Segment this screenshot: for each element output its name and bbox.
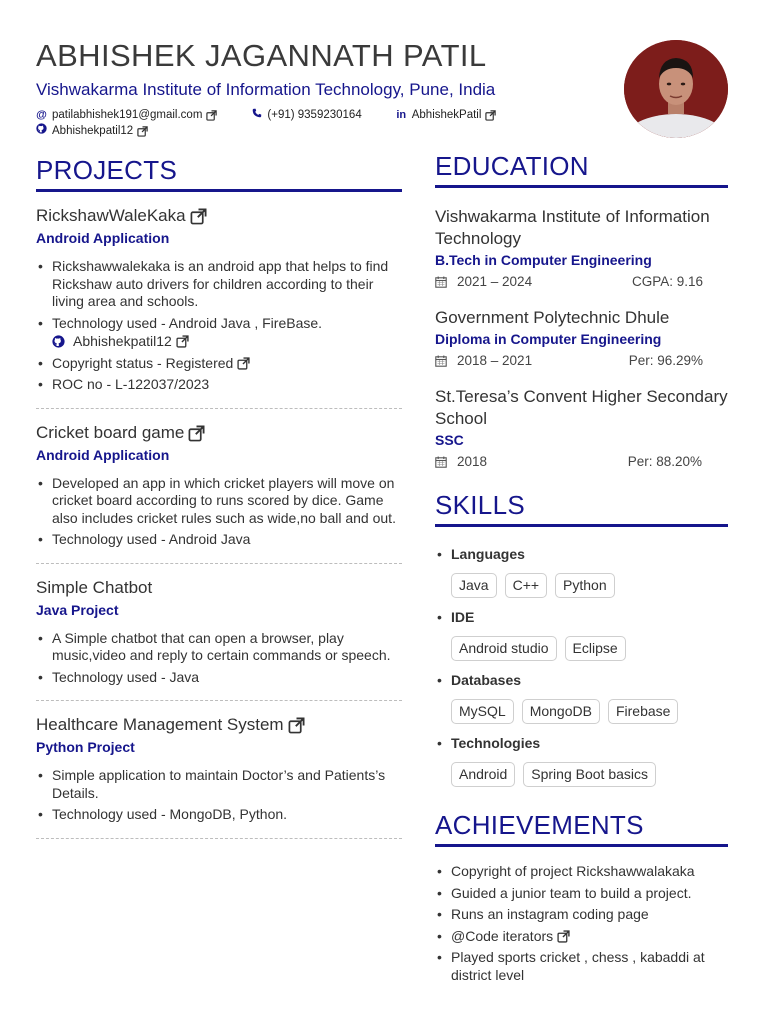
project-type: Python Project (36, 739, 135, 755)
phone-link[interactable] (251, 107, 361, 123)
email-text[interactable]: patilabhishek191@gmail.com (52, 109, 203, 121)
list-item: • Rickshawwalekaka is an android app that helps to find Rickshaw auto drivers for children according to their living area and schools. (36, 258, 402, 311)
calendar-icon (435, 456, 447, 468)
section-divider (435, 524, 728, 527)
skill-tag: MySQL (451, 699, 514, 724)
list-item: • Simple application to maintain Doctor’s and Patients’s Details. (36, 767, 402, 802)
skill-tag: Android (451, 762, 515, 787)
projects-heading: PROJECTS (36, 155, 178, 185)
skill-tag: Eclipse (565, 636, 626, 661)
linkedin-icon: in (396, 109, 407, 121)
date-range: 2018 – 2021 (457, 353, 533, 368)
education-item (435, 206, 728, 289)
external-link-icon[interactable] (190, 208, 207, 225)
school-name: Government Polytechnic Dhule (435, 308, 670, 327)
profile-photo (624, 40, 728, 138)
education-meta (435, 274, 703, 289)
project-title[interactable] (36, 205, 402, 227)
project-divider (36, 838, 402, 839)
project-title-text[interactable]: Cricket board game (36, 422, 185, 442)
project-type: Android Application (36, 230, 170, 246)
project-type: Java Project (36, 601, 119, 618)
tech-text: Technology used - Android Java , FireBase. (52, 314, 323, 331)
project-title-text[interactable]: Healthcare Management System (36, 715, 284, 734)
date-range: 2018 (457, 454, 488, 469)
project-item (36, 409, 402, 564)
list-item: • Technology used - Android Java (36, 531, 402, 549)
project-type: Android Application (36, 446, 170, 463)
external-link-icon[interactable] (237, 357, 250, 370)
project-item (36, 564, 402, 702)
school-name: St.Teresa’s Convent Higher Secondary School (435, 387, 728, 428)
instagram-page-text[interactable]: @Code iterators (451, 927, 554, 944)
project-details (36, 630, 402, 687)
repo-link[interactable] (52, 333, 402, 351)
skill-tag: Spring Boot basics (523, 762, 656, 787)
project-details (36, 767, 402, 824)
education-section (435, 150, 728, 469)
skill-category: • Databases (435, 671, 728, 689)
project-item (36, 701, 402, 839)
skill-tags (451, 636, 728, 661)
date-range: 2021 – 2024 (457, 274, 533, 289)
education-item (435, 386, 728, 469)
full-name: ABHISHEK JAGANNATH PATIL (36, 38, 487, 73)
linkedin-link[interactable] (396, 107, 497, 123)
degree: SSC (435, 432, 464, 448)
list-item[interactable] (435, 928, 728, 946)
education-item (435, 307, 728, 368)
skill-tags (451, 699, 728, 724)
list-item: • Runs an instagram coding page (435, 906, 728, 924)
skill-tag: Java (451, 573, 497, 598)
external-link-icon[interactable] (288, 717, 305, 734)
section-divider (435, 185, 728, 188)
education-dates (435, 454, 487, 469)
github-link[interactable] (36, 123, 148, 139)
list-item: • Developed an app in which cricket players will move on cricket board according to runs scored by dice. Game also includes cricket rules such as wide,no ball and out. (36, 475, 402, 528)
external-link-icon[interactable] (557, 930, 570, 943)
at-icon: @ (36, 109, 47, 121)
score: Per: 96.29% (628, 353, 703, 368)
degree: Diploma in Computer Engineering (435, 331, 662, 347)
repo-link-text[interactable]: Abhishekpatil12 (73, 333, 172, 349)
score: CGPA: 9.16 (631, 274, 703, 289)
education-dates (435, 274, 532, 289)
education-meta (435, 454, 702, 469)
external-link-icon[interactable] (188, 425, 205, 442)
skills-heading: SKILLS (435, 490, 525, 520)
education-dates (435, 353, 532, 368)
github-icon (36, 123, 47, 139)
section-divider (435, 844, 728, 847)
skill-tag: Firebase (608, 699, 678, 724)
project-title-text[interactable]: RickshawWaleKaka (36, 206, 186, 225)
project-item (36, 192, 402, 409)
list-item: • Technology used - MongoDB, Python. (36, 806, 402, 824)
skill-tag: MongoDB (522, 699, 600, 724)
skill-tag: C++ (505, 573, 547, 598)
calendar-icon (435, 355, 447, 367)
skill-tag: Android studio (451, 636, 557, 661)
skill-category: • Technologies (435, 734, 728, 752)
education-meta (435, 353, 703, 368)
achievements-heading: ACHIEVEMENTS (435, 810, 644, 840)
education-heading: EDUCATION (435, 151, 589, 181)
phone-icon (251, 107, 262, 123)
calendar-icon (435, 276, 447, 288)
phone-text[interactable]: (+91) 9359230164 (267, 109, 362, 121)
skills-section (435, 489, 728, 787)
contact-info (36, 107, 616, 139)
projects-section (36, 154, 402, 839)
skill-category: • Languages (435, 545, 728, 563)
institution-subtitle: Vishwakarma Institute of Information Technology, Pune, India (36, 80, 496, 99)
resume-header (36, 38, 616, 139)
list-item[interactable] (36, 355, 402, 373)
list-item: • Copyright of project Rickshawwalakaka (435, 863, 728, 881)
project-details (36, 258, 402, 394)
list-item: • Played sports cricket , chess , kabaddi at district level (435, 949, 728, 984)
skill-category: • IDE (435, 608, 728, 626)
achievements-list (435, 863, 728, 984)
email-link[interactable] (36, 107, 217, 123)
copyright-text[interactable]: Copyright status - Registered (52, 354, 234, 371)
list-item: • Guided a junior team to build a project. (435, 885, 728, 903)
score: Per: 88.20% (627, 454, 702, 469)
project-details (36, 475, 402, 549)
list-item: • Technology used - Java (36, 669, 402, 687)
skill-tags (451, 762, 728, 787)
skills-list (435, 545, 728, 787)
external-link-icon (137, 126, 148, 137)
project-title[interactable] (36, 714, 402, 736)
achievements-section (435, 809, 728, 984)
linkedin-text[interactable]: AbhishekPatil (411, 109, 482, 121)
list-item: • A Simple chatbot that can open a browser, play music,video and reply to certain commands or speech. (36, 630, 402, 665)
right-column (435, 150, 728, 988)
school-name: Vishwakarma Institute of Information Technology (435, 207, 710, 248)
github-text[interactable]: Abhishekpatil12 (52, 125, 134, 137)
skill-tag: Python (555, 573, 615, 598)
list-item (36, 315, 402, 351)
external-link-icon (176, 335, 189, 348)
project-title[interactable] (36, 422, 402, 444)
project-title: Simple Chatbot (36, 577, 153, 597)
external-link-icon (206, 110, 217, 121)
github-icon (52, 335, 65, 348)
skill-tags (451, 573, 728, 598)
list-item: • ROC no - L-122037/2023 (36, 376, 402, 394)
external-link-icon (485, 110, 496, 121)
degree: B.Tech in Computer Engineering (435, 252, 652, 268)
profile-photo-image (624, 40, 728, 138)
